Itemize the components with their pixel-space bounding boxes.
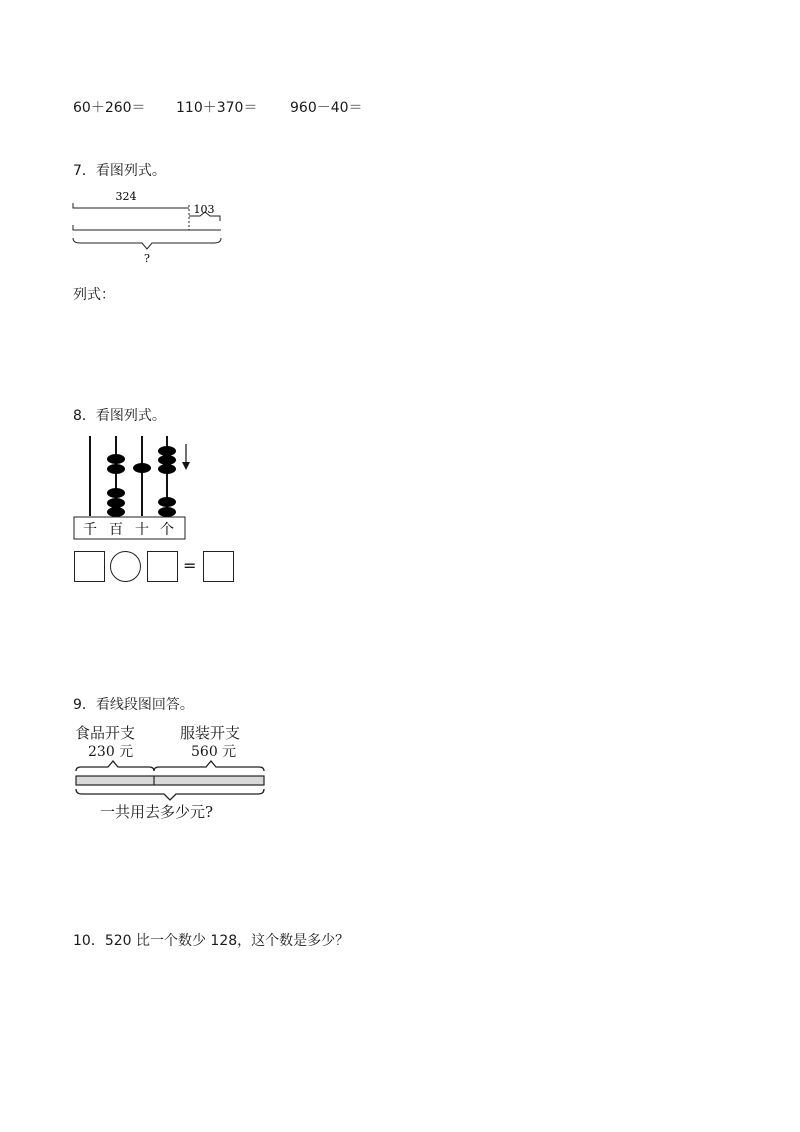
equal-sign: = (183, 556, 197, 575)
answer-box-2[interactable] (147, 551, 178, 582)
q9-bar-diagram (70, 758, 275, 803)
answer-box-1[interactable] (74, 551, 105, 582)
q9-clothes-amount: 560 元 (191, 744, 237, 760)
equation-3: 960－40＝ (290, 100, 363, 116)
abacus-bead (107, 454, 125, 464)
q7-title: 7．看图列式。 (73, 163, 166, 179)
abacus-bead (158, 507, 176, 517)
q7-answer-label: 列式： (73, 287, 115, 303)
abacus-bead (107, 507, 125, 517)
abacus-bead (158, 464, 176, 474)
abacus-bead (107, 488, 125, 498)
q9-label-food: 食品开支 (75, 724, 136, 742)
total-bar (76, 776, 264, 785)
q9-title: 9．看线段图回答。 (73, 697, 194, 713)
place-tens: 十 (135, 522, 149, 538)
abacus-bead (158, 497, 176, 507)
q7-line-diagram (68, 183, 238, 268)
q9-label-clothes: 服装开支 (180, 724, 241, 742)
food-brace (76, 761, 154, 771)
q9-food-amount: 230 元 (88, 744, 134, 760)
q9-question: 一共用去多少元? (100, 803, 214, 821)
q8-title: 8．看图列式。 (73, 408, 166, 424)
abacus (70, 432, 200, 542)
q10-title: 10．520 比一个数少 128，这个数是多少？ (73, 933, 350, 949)
answer-box-result[interactable] (203, 551, 234, 582)
q7-label-103: 103 (193, 203, 215, 216)
abacus-bead (107, 498, 125, 508)
q7-question-mark: ? (144, 252, 150, 265)
equation-1: 60＋260＝ (73, 100, 146, 116)
equation-2: 110＋370＝ (176, 100, 258, 116)
clothes-brace (154, 761, 264, 771)
abacus-bead (158, 455, 176, 465)
operator-circle[interactable] (110, 551, 141, 582)
q7-label-324: 324 (115, 190, 137, 203)
place-hundreds: 百 (109, 522, 123, 538)
abacus-bead (158, 446, 176, 456)
abacus-bead (107, 464, 125, 474)
place-thousands: 千 (83, 522, 97, 538)
abacus-bead (133, 463, 151, 473)
place-ones: 个 (160, 522, 174, 538)
total-brace (76, 789, 264, 800)
